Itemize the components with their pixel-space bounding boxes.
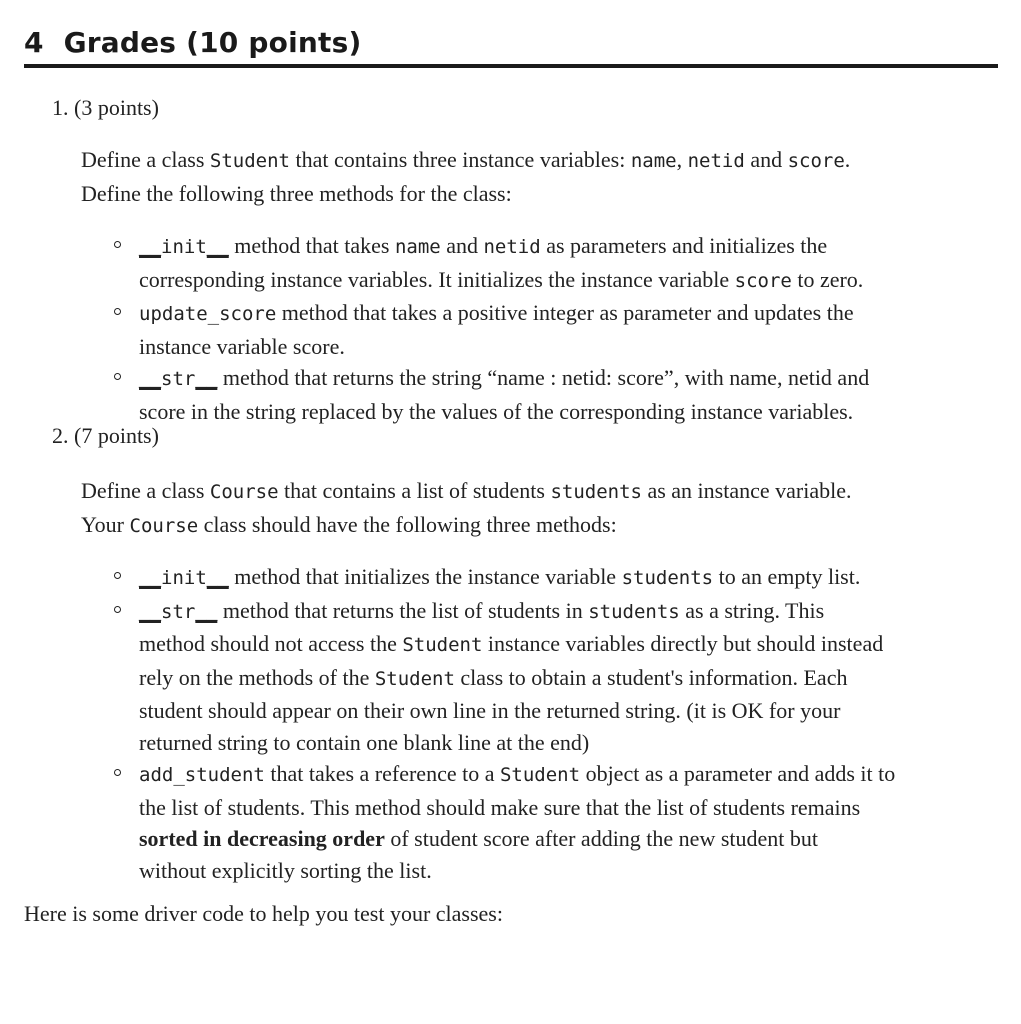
question-2-intro: Define a class Course that contains a list of students students as an instance variable. Your Course class should have the following three methods:	[81, 478, 852, 537]
code-str: str	[161, 600, 196, 623]
code-course: Course	[209, 481, 279, 503]
code-str: str	[161, 368, 196, 390]
list-item: __init__ method that takes name and netid as parameters and initializes the corresponding instance variables. It initializes the instance variable score to zero.	[114, 230, 1004, 297]
bullet-icon	[114, 373, 121, 380]
code-name: name	[630, 150, 677, 172]
code-init: init	[161, 567, 207, 589]
emphasis-text: sorted in decreasing order	[139, 826, 385, 851]
list-item: update_score method that takes a positive integer as parameter and updates the instance variable score.	[114, 297, 1004, 362]
section-number: 4	[24, 26, 44, 59]
code-init: init	[161, 236, 207, 258]
question-2-label: 2. (7 points)	[52, 423, 159, 448]
question-1-label: 1. (3 points)	[52, 95, 159, 120]
bullet-icon	[114, 769, 121, 776]
list-item: __str__ method that returns the string “name : netid: score”, with name, netid and score in the string replaced by the values of the corresponding instance variables.	[114, 362, 1004, 427]
code-score: score	[787, 150, 845, 172]
driver-code-intro: Here is some driver code to help you test your classes:	[24, 901, 503, 926]
bullet-icon	[114, 241, 121, 248]
section-title: Grades (10 points)	[63, 26, 362, 59]
code-update-score: update_score	[139, 303, 277, 325]
question-1-bullet-list	[114, 230, 1004, 427]
bullet-icon	[114, 606, 121, 613]
bullet-icon	[114, 572, 121, 579]
list-item: __init__ method that initializes the instance variable students to an empty list.	[114, 561, 1004, 595]
code-students: students	[550, 481, 642, 503]
question-1-intro: Define a class Student that contains three instance variables: name, netid and score. Define the following three methods for the class:	[81, 147, 851, 206]
bullet-icon	[114, 308, 121, 315]
list-item: __str__ method that returns the list of students in students as a string. This method should not access the Student instance variables directly but should instead rely on the methods of the Student class to obtain a student's information. Each student should appear on their own line in the returned string. (it is OK for your returned string to contain one blank line at the end)	[114, 595, 1004, 759]
code-netid: netid	[687, 150, 745, 172]
section-heading	[24, 26, 362, 59]
question-2-bullet-list	[114, 561, 1004, 886]
heading-rule	[24, 64, 998, 68]
code-student: Student	[209, 150, 290, 172]
list-item: add_student that takes a reference to a Student object as a parameter and adds it to the list of students. This method should make sure that the list of students remains sorted in decreasing order of student score after adding the new student but without explicitly sorting the list.	[114, 758, 1004, 886]
code-add-student: add_student	[139, 764, 265, 786]
